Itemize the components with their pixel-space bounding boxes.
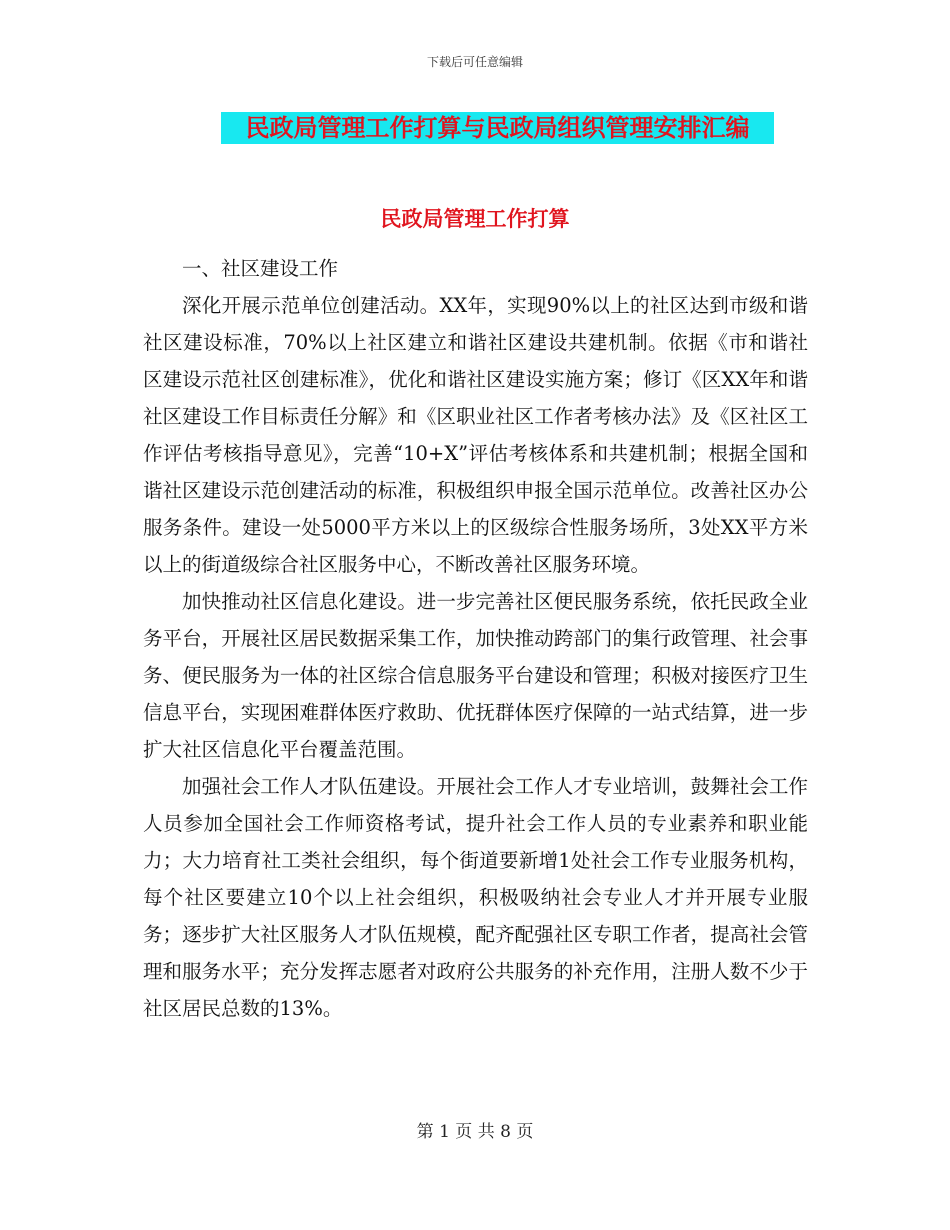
document-body <box>143 250 808 1027</box>
page-footer: 第 1 页 共 8 页 <box>416 1122 534 1142</box>
paragraph: 深化开展示范单位创建活动。XX年，实现90%以上的社区达到市级和谐社区建设标准，70%以上社区建立和谐社区建设共建机制。依据《市和谐社区建设示范社区创建标准》，优化和谐社区建设实施方案；修订《区XX年和谐社区建设工作目标责任分解》和《区职业社区工作者考核办法》及《区社区工作评估考核指导意见》，完善“10+X”评估考核体系和共建机制；根据全国和谐社区建设示范创建活动的标准，积极组织申报全国示范单位。改善社区办公服务条件。建设一处5000平方米以上的区级综合性服务场所，3处XX平方米以上的街道级综合社区服务中心，不断改善社区服务环境。 <box>143 294 808 576</box>
paragraph: 加强社会工作人才队伍建设。开展社会工作人才专业培训，鼓舞社会工作人员参加全国社会工作师资格考试，提升社会工作人员的专业素养和职业能力；大力培育社工类社会组织，每个街道要新增1处社会工作专业服务机构，每个社区要建立10个以上社会组织，积极吸纳社会专业人才并开展专业服务；逐步扩大社区服务人才队伍规模，配齐配强社区专职工作者，提高社会管理和服务水平；充分发挥志愿者对政府公共服务的补充作用，注册人数不少于社区居民总数的13%。 <box>143 775 808 1020</box>
paragraph: 加快推动社区信息化建设。进一步完善社区便民服务系统，依托民政全业务平台，开展社区居民数据采集工作，加快推动跨部门的集行政管理、社会事务、便民服务为一体的社区综合信息服务平台建设和管理；积极对接医疗卫生信息平台，实现困难群体医疗救助、优抚群体医疗保障的一站式结算，进一步扩大社区信息化平台覆盖范围。 <box>143 590 808 761</box>
section-title: 民政局管理工作打算 <box>380 206 570 231</box>
section-heading: 一、社区建设工作 <box>182 257 339 280</box>
document-title: 民政局管理工作打算与民政局组织管理安排汇编 <box>221 112 774 144</box>
header-note: 下载后可任意编辑 <box>426 55 523 69</box>
